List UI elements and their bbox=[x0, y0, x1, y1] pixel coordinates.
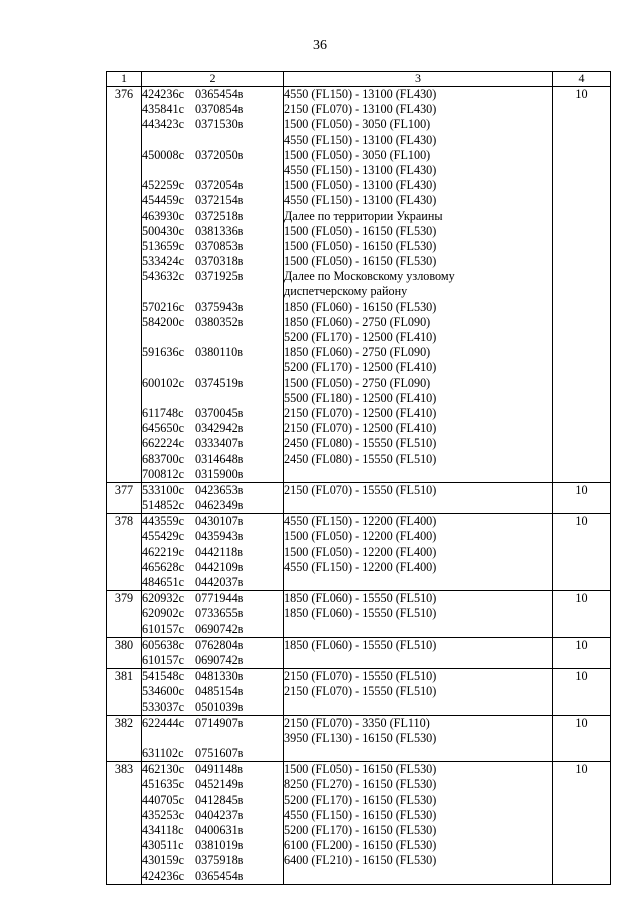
longitude: 0365454в bbox=[195, 87, 244, 101]
point-line bbox=[142, 560, 283, 575]
point-line bbox=[142, 684, 283, 699]
longitude: 0380110в bbox=[195, 345, 243, 360]
header-col-4: 4 bbox=[553, 72, 611, 87]
altitude-limits-cell bbox=[284, 87, 553, 483]
point-line bbox=[142, 87, 283, 102]
latitude: 424236с bbox=[142, 87, 184, 101]
table-row bbox=[107, 591, 611, 638]
longitude: 0771944в bbox=[195, 591, 244, 606]
latitude: 513659с bbox=[142, 238, 184, 253]
table-row bbox=[107, 87, 611, 483]
route-number: 379 bbox=[107, 591, 142, 638]
latitude: 662224с bbox=[142, 436, 184, 451]
point-line bbox=[142, 345, 283, 360]
longitude: 0374519в bbox=[195, 375, 244, 390]
altitude-range: 1850 (FL060) - 15550 (FL510) bbox=[284, 591, 437, 606]
altitude-range: 1850 (FL060) - 15550 (FL510) bbox=[284, 637, 437, 652]
point-line bbox=[142, 498, 283, 513]
altitude-range: 2150 (FL070) - 15550 (FL510) bbox=[284, 482, 437, 497]
altitude-range: 4550 (FL150) - 13100 (FL430) bbox=[284, 162, 437, 177]
point-line bbox=[142, 406, 283, 421]
longitude: 0442118в bbox=[195, 544, 243, 559]
point-line bbox=[142, 193, 283, 208]
altitude-range: 3950 (FL130) - 16150 (FL530) bbox=[284, 730, 437, 745]
longitude: 0423653в bbox=[195, 482, 244, 497]
point-line bbox=[142, 808, 283, 823]
route-width: 10 bbox=[553, 514, 611, 591]
longitude: 0501039в bbox=[195, 699, 244, 714]
point-line bbox=[142, 376, 283, 391]
table-row bbox=[107, 715, 611, 762]
point-line bbox=[142, 360, 283, 375]
latitude: 610157с bbox=[142, 652, 184, 667]
altitude-range: 4550 (FL150) - 12200 (FL400) bbox=[284, 559, 437, 574]
altitude-limits-cell bbox=[284, 637, 553, 668]
point-line bbox=[142, 591, 283, 606]
latitude: 591636с bbox=[142, 345, 184, 360]
longitude: 0372518в bbox=[195, 208, 244, 223]
longitude: 0333407в bbox=[195, 436, 244, 451]
altitude-range: 1500 (FL050) - 13100 (FL430) bbox=[284, 178, 437, 193]
altitude-range: 1500 (FL050) - 16150 (FL530) bbox=[284, 223, 437, 238]
table-row bbox=[107, 637, 611, 668]
point-line bbox=[142, 315, 283, 330]
point-line bbox=[142, 300, 283, 315]
altitude-limits-cell bbox=[284, 669, 553, 716]
longitude: 0690742в bbox=[195, 652, 244, 667]
altitude-range: 4550 (FL150) - 13100 (FL430) bbox=[284, 87, 437, 101]
latitude: 700812с bbox=[142, 466, 184, 481]
header-col-3: 3 bbox=[284, 72, 553, 87]
latitude: 434118с bbox=[142, 823, 184, 837]
altitude-range bbox=[284, 575, 552, 590]
point-line bbox=[142, 284, 283, 299]
altitude-range: 2150 (FL070) - 15550 (FL510) bbox=[284, 669, 437, 684]
altitude-limits-cell bbox=[284, 762, 553, 885]
latitude: 514852с bbox=[142, 498, 184, 513]
longitude: 0381336в bbox=[195, 223, 244, 238]
latitude: 443423с bbox=[142, 117, 184, 132]
longitude: 0372054в bbox=[195, 178, 244, 193]
longitude: 0733655в bbox=[195, 606, 244, 621]
latitude: 454459с bbox=[142, 193, 184, 208]
altitude-range bbox=[284, 622, 552, 637]
point-line bbox=[142, 731, 283, 746]
altitude-range: 2150 (FL070) - 3350 (FL110) bbox=[284, 715, 430, 730]
route-width: 10 bbox=[553, 715, 611, 762]
point-line bbox=[142, 452, 283, 467]
page-number: 36 bbox=[313, 38, 327, 53]
latitude: 584200с bbox=[142, 314, 184, 329]
point-line bbox=[142, 838, 283, 853]
point-line bbox=[142, 239, 283, 254]
route-width: 10 bbox=[553, 669, 611, 716]
longitude: 0435943в bbox=[195, 529, 244, 544]
latitude: 611748с bbox=[142, 405, 184, 420]
longitude: 0372050в bbox=[195, 147, 244, 162]
longitude: 0491148в bbox=[195, 762, 243, 777]
longitude: 0762804в bbox=[195, 637, 244, 652]
latitude: 622444с bbox=[142, 715, 184, 730]
altitude-range: 1850 (FL060) - 2750 (FL090) bbox=[284, 314, 431, 329]
header-col-1: 1 bbox=[107, 72, 142, 87]
longitude: 0375918в bbox=[195, 853, 244, 868]
point-line bbox=[142, 700, 283, 715]
latitude: 683700с bbox=[142, 451, 184, 466]
routes-body bbox=[107, 87, 611, 885]
altitude-range: 1850 (FL060) - 16150 (FL530) bbox=[284, 299, 437, 314]
altitude-range: 1850 (FL060) - 15550 (FL510) bbox=[284, 606, 437, 621]
altitude-range bbox=[284, 467, 552, 482]
longitude: 0452149в bbox=[195, 777, 244, 792]
altitude-range: 1500 (FL050) - 2750 (FL090) bbox=[284, 375, 431, 390]
header-col-2: 2 bbox=[142, 72, 284, 87]
point-line bbox=[142, 575, 283, 590]
longitude: 0370318в bbox=[195, 254, 244, 269]
point-line bbox=[142, 133, 283, 148]
route-width: 10 bbox=[553, 591, 611, 638]
point-line bbox=[142, 330, 283, 345]
latitude: 440705с bbox=[142, 792, 184, 807]
route-width: 10 bbox=[553, 87, 611, 483]
altitude-range: 4550 (FL150) - 13100 (FL430) bbox=[284, 193, 437, 208]
latitude: 430511с bbox=[142, 838, 184, 853]
longitude: 0365454в bbox=[195, 868, 244, 883]
latitude: 455429с bbox=[142, 529, 184, 544]
altitude-range: 1500 (FL050) - 3050 (FL100) bbox=[284, 117, 431, 132]
altitude-range: 4550 (FL150) - 16150 (FL530) bbox=[284, 807, 437, 822]
point-line bbox=[142, 148, 283, 163]
altitude-range: 5200 (FL170) - 12500 (FL410) bbox=[284, 330, 437, 344]
longitude: 0690742в bbox=[195, 621, 244, 636]
altitude-limits-cell bbox=[284, 514, 553, 591]
altitude-range: 1500 (FL050) - 16150 (FL530) bbox=[284, 238, 437, 253]
latitude: 605638с bbox=[142, 637, 184, 652]
route-points-cell bbox=[142, 637, 284, 668]
altitude-range: 5200 (FL170) - 12500 (FL410) bbox=[284, 360, 437, 375]
latitude: 610157с bbox=[142, 621, 184, 636]
route-number: 382 bbox=[107, 715, 142, 762]
point-line bbox=[142, 269, 283, 284]
longitude: 0370854в bbox=[195, 102, 244, 117]
altitude-range: Далее по Московскому узловому bbox=[284, 269, 455, 284]
altitude-range: 1500 (FL050) - 12200 (FL400) bbox=[284, 529, 437, 544]
altitude-limits-cell bbox=[284, 715, 553, 762]
altitude-range: 1850 (FL060) - 2750 (FL090) bbox=[284, 345, 431, 360]
altitude-range: 2150 (FL070) - 12500 (FL410) bbox=[284, 405, 437, 420]
altitude-range: Далее по территории Украины bbox=[284, 208, 443, 223]
latitude: 541548с bbox=[142, 669, 184, 684]
route-width: 10 bbox=[553, 482, 611, 513]
longitude: 0342942в bbox=[195, 421, 244, 436]
table-row bbox=[107, 669, 611, 716]
latitude: 435253с bbox=[142, 807, 184, 822]
longitude: 0481330в bbox=[195, 669, 244, 684]
latitude: 462219с bbox=[142, 544, 184, 559]
point-line bbox=[142, 117, 283, 132]
longitude: 0412845в bbox=[195, 792, 244, 807]
point-line bbox=[142, 178, 283, 193]
latitude: 631102с bbox=[142, 746, 184, 761]
route-points-cell bbox=[142, 514, 284, 591]
route-number: 381 bbox=[107, 669, 142, 716]
point-line bbox=[142, 622, 283, 637]
latitude: 533424с bbox=[142, 254, 184, 269]
point-line bbox=[142, 102, 283, 117]
longitude: 0375943в bbox=[195, 299, 244, 314]
altitude-range: 5200 (FL170) - 16150 (FL530) bbox=[284, 823, 437, 837]
latitude: 543632с bbox=[142, 269, 184, 284]
point-line bbox=[142, 853, 283, 868]
point-line bbox=[142, 638, 283, 653]
altitude-range: 8250 (FL270) - 16150 (FL530) bbox=[284, 777, 437, 792]
latitude: 484651с bbox=[142, 575, 184, 589]
latitude: 533100с bbox=[142, 482, 184, 497]
latitude: 430159с bbox=[142, 853, 184, 868]
altitude-range: 1500 (FL050) - 3050 (FL100) bbox=[284, 147, 431, 162]
point-line bbox=[142, 746, 283, 761]
longitude: 0462349в bbox=[195, 498, 244, 513]
point-line bbox=[142, 514, 283, 529]
longitude: 0371530в bbox=[195, 117, 244, 132]
latitude: 570216с bbox=[142, 299, 184, 314]
latitude: 463930с bbox=[142, 208, 184, 223]
longitude: 0404237в bbox=[195, 807, 244, 822]
altitude-range: 5200 (FL170) - 16150 (FL530) bbox=[284, 792, 437, 807]
table-row bbox=[107, 762, 611, 885]
altitude-range: 2150 (FL070) - 13100 (FL430) bbox=[284, 102, 437, 117]
point-line bbox=[142, 606, 283, 621]
altitude-range: 5500 (FL180) - 12500 (FL410) bbox=[284, 390, 437, 405]
point-line bbox=[142, 421, 283, 436]
latitude: 462130с bbox=[142, 762, 184, 777]
point-line bbox=[142, 793, 283, 808]
route-number: 377 bbox=[107, 482, 142, 513]
longitude: 0400631в bbox=[195, 823, 244, 837]
longitude: 0485154в bbox=[195, 684, 244, 699]
altitude-range: диспетчерскому району bbox=[284, 284, 408, 299]
table-row bbox=[107, 482, 611, 513]
point-line bbox=[142, 483, 283, 498]
point-line bbox=[142, 545, 283, 560]
point-line bbox=[142, 163, 283, 178]
longitude: 0442037в bbox=[195, 575, 244, 589]
point-line bbox=[142, 716, 283, 731]
longitude: 0371925в bbox=[195, 269, 244, 284]
longitude: 0381019в bbox=[195, 838, 244, 853]
altitude-range: 1500 (FL050) - 16150 (FL530) bbox=[284, 762, 437, 777]
latitude: 500430с bbox=[142, 223, 184, 238]
latitude: 435841с bbox=[142, 102, 184, 117]
point-line bbox=[142, 467, 283, 482]
latitude: 451635с bbox=[142, 777, 184, 792]
routes-table bbox=[106, 71, 611, 885]
point-line bbox=[142, 762, 283, 777]
altitude-range: 1500 (FL050) - 12200 (FL400) bbox=[284, 544, 437, 559]
altitude-range: 4550 (FL150) - 13100 (FL430) bbox=[284, 132, 437, 147]
route-points-cell bbox=[142, 87, 284, 483]
latitude: 443559с bbox=[142, 514, 184, 529]
route-width: 10 bbox=[553, 762, 611, 885]
point-line bbox=[142, 254, 283, 269]
altitude-range: 2150 (FL070) - 15550 (FL510) bbox=[284, 684, 437, 699]
longitude: 0314648в bbox=[195, 451, 244, 466]
altitude-range: 6400 (FL210) - 16150 (FL530) bbox=[284, 853, 437, 868]
altitude-limits-cell bbox=[284, 591, 553, 638]
longitude: 0370045в bbox=[195, 405, 244, 420]
header-row bbox=[107, 72, 611, 87]
latitude: 452259с bbox=[142, 178, 184, 193]
route-number: 376 bbox=[107, 87, 142, 483]
point-line bbox=[142, 669, 283, 684]
route-points-cell bbox=[142, 762, 284, 885]
altitude-limits-cell bbox=[284, 482, 553, 513]
altitude-range: 4550 (FL150) - 12200 (FL400) bbox=[284, 514, 437, 529]
point-line bbox=[142, 823, 283, 838]
point-line bbox=[142, 529, 283, 544]
latitude: 424236с bbox=[142, 868, 184, 883]
route-width: 10 bbox=[553, 637, 611, 668]
longitude: 0372154в bbox=[195, 193, 244, 208]
altitude-range: 6100 (FL200) - 16150 (FL530) bbox=[284, 838, 437, 853]
longitude: 0380352в bbox=[195, 314, 244, 329]
route-points-cell bbox=[142, 715, 284, 762]
route-number: 383 bbox=[107, 762, 142, 885]
altitude-range bbox=[284, 700, 552, 715]
route-number: 380 bbox=[107, 637, 142, 668]
point-line bbox=[142, 209, 283, 224]
latitude: 465628с bbox=[142, 559, 184, 574]
altitude-range: 2150 (FL070) - 12500 (FL410) bbox=[284, 421, 437, 436]
point-line bbox=[142, 777, 283, 792]
altitude-range: 2450 (FL080) - 15550 (FL510) bbox=[284, 436, 437, 451]
altitude-range: 1500 (FL050) - 16150 (FL530) bbox=[284, 254, 437, 269]
route-number: 378 bbox=[107, 514, 142, 591]
longitude: 0714907в bbox=[195, 715, 244, 730]
point-line bbox=[142, 391, 283, 406]
latitude: 533037с bbox=[142, 699, 184, 714]
latitude: 450008с bbox=[142, 147, 184, 162]
point-line bbox=[142, 224, 283, 239]
latitude: 620932с bbox=[142, 591, 184, 606]
longitude: 0442109в bbox=[195, 559, 244, 574]
altitude-range bbox=[284, 653, 552, 668]
latitude: 645650с bbox=[142, 421, 184, 436]
route-points-cell bbox=[142, 482, 284, 513]
altitude-range bbox=[284, 498, 552, 513]
point-line bbox=[142, 653, 283, 668]
table-row bbox=[107, 514, 611, 591]
route-points-cell bbox=[142, 669, 284, 716]
latitude: 600102с bbox=[142, 375, 184, 390]
point-line bbox=[142, 869, 283, 884]
longitude: 0315900в bbox=[195, 466, 244, 481]
point-line bbox=[142, 436, 283, 451]
longitude: 0751607в bbox=[195, 746, 244, 761]
longitude: 0370853в bbox=[195, 238, 244, 253]
latitude: 620902с bbox=[142, 606, 184, 621]
altitude-range: 2450 (FL080) - 15550 (FL510) bbox=[284, 451, 437, 466]
route-points-cell bbox=[142, 591, 284, 638]
altitude-range bbox=[284, 869, 552, 884]
latitude: 534600с bbox=[142, 684, 184, 699]
altitude-range bbox=[284, 746, 552, 761]
longitude: 0430107в bbox=[195, 514, 244, 529]
